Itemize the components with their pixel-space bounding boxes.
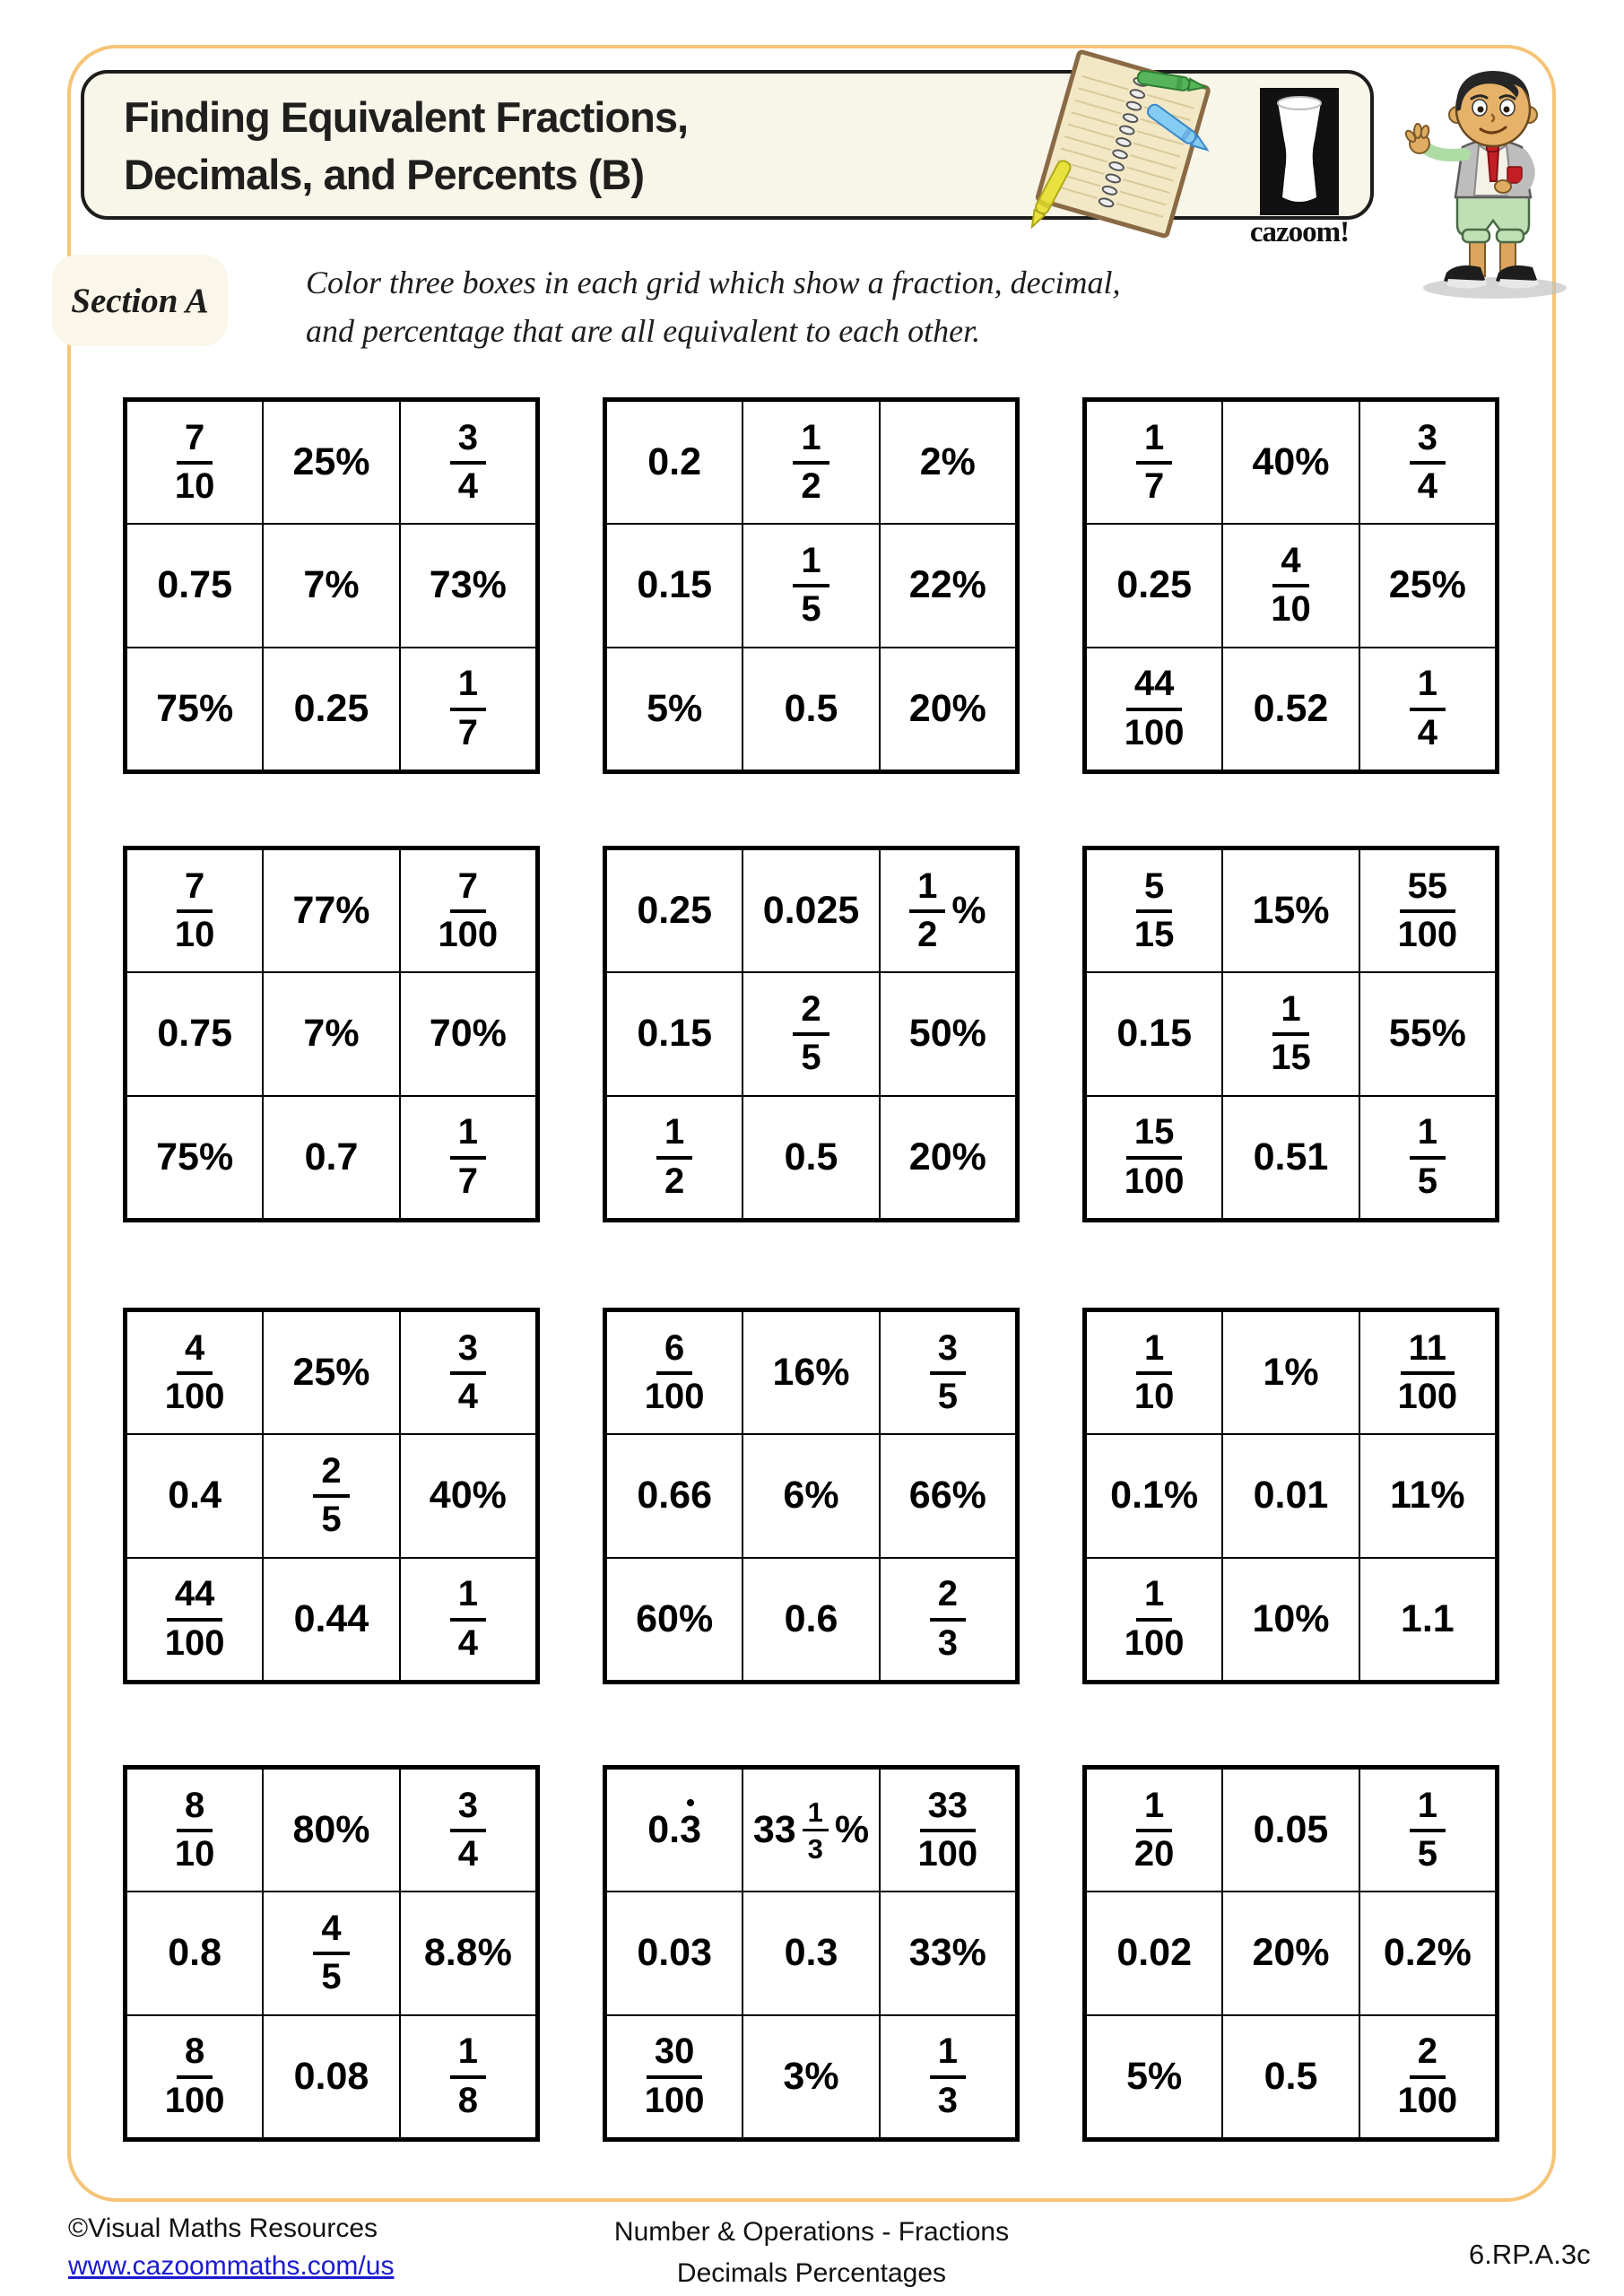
grid-cell[interactable]: 5% [606, 648, 743, 770]
grid-cell[interactable] [400, 401, 536, 524]
grid-cell[interactable]: 3% [743, 2015, 879, 2138]
grid-cell[interactable] [1222, 972, 1359, 1095]
equivalence-grid-2 [603, 397, 1020, 774]
grid-cell[interactable] [126, 401, 263, 524]
grid-cell[interactable]: 1.1 [1359, 1558, 1496, 1681]
website-link[interactable]: www.cazoommaths.com/us [68, 2251, 395, 2281]
grid-cell[interactable] [606, 2015, 743, 2138]
grid-cell[interactable] [1086, 1311, 1222, 1434]
fraction-value: $\frac{1}{3}$ [930, 2033, 966, 2119]
fraction-value: $\frac{4}{5}$ [313, 1910, 349, 1996]
grid-cell[interactable]: 77% [263, 849, 399, 972]
grid-cell[interactable]: 0.1% [1086, 1434, 1222, 1557]
grid-cell[interactable] [606, 1096, 743, 1219]
fraction-value: $\frac{3}{4}$ [450, 420, 486, 506]
grid-cell[interactable]: 0.03 [606, 1892, 743, 2014]
grid-cell[interactable]: 6% [743, 1434, 879, 1557]
grid-cell[interactable] [126, 849, 263, 972]
fraction-value: $\frac{1}{2}$ [793, 420, 829, 506]
grid-cell[interactable] [743, 401, 879, 524]
grid-cell[interactable]: 10% [1222, 1558, 1359, 1681]
grid-cell[interactable]: 40% [1222, 401, 1359, 524]
grid-cell[interactable]: 2% [880, 401, 1016, 524]
grid-cell[interactable]: 0.2 [606, 401, 743, 524]
fraction-value: $\frac{3}{4}$ [450, 1330, 486, 1416]
grid-cell[interactable]: 50% [880, 972, 1016, 1095]
grid-cell[interactable] [1359, 1096, 1496, 1219]
grid-cell[interactable]: 25% [263, 401, 399, 524]
grid-cell[interactable] [1086, 1096, 1222, 1219]
grid-cell[interactable]: 25% [263, 1311, 399, 1434]
grid-cell[interactable]: 0.2% [1359, 1892, 1496, 2014]
grid-cell[interactable]: 0.25 [263, 648, 399, 770]
equivalence-grid-8 [603, 1308, 1020, 1684]
fraction-value: $\frac{1}{100}$ [1124, 1574, 1185, 1663]
grid-cell[interactable]: 7% [263, 972, 399, 1095]
equivalence-grid-1 [123, 397, 540, 774]
fraction-value: $\frac{1}{5}$ [1410, 1787, 1446, 1874]
fraction-value: $\frac{2}{3}$ [930, 1576, 966, 1662]
grid-cell[interactable]: 0.44 [263, 1558, 399, 1681]
fraction-value: $\frac{7}{10}$ [174, 417, 215, 507]
grid-cell[interactable]: 7% [263, 524, 399, 647]
equivalence-grid-5 [603, 846, 1020, 1222]
equivalence-grid-10 [123, 1765, 540, 2142]
grid-cell[interactable] [1359, 401, 1496, 524]
grid-cell[interactable]: 5% [1086, 2015, 1222, 2138]
grid-cell[interactable] [400, 1558, 536, 1681]
fraction-value: $\frac{44}{100}$ [164, 1574, 225, 1663]
grid-cell[interactable] [126, 1558, 263, 1681]
grid-cell[interactable] [880, 2015, 1016, 2138]
grid-cell[interactable]: 0.75 [126, 972, 263, 1095]
fraction-value: $\frac{11}{100}$ [1397, 1327, 1458, 1417]
fraction-value: $\frac{2}{100}$ [1397, 2031, 1458, 2120]
cazoom-logo [1232, 88, 1367, 249]
grid-cell[interactable]: 70% [400, 972, 536, 1095]
fraction-value: $\frac{1}{4}$ [450, 1576, 486, 1662]
grid-cell[interactable] [743, 524, 879, 647]
grid-cell[interactable] [1086, 1769, 1222, 1892]
grid-cell[interactable]: 0.08 [263, 2015, 399, 2138]
grid-cell[interactable] [1086, 1558, 1222, 1681]
section-a-label: Section A [52, 255, 228, 346]
fraction-value: $\frac{6}{100}$ [644, 1327, 705, 1417]
grid-cell[interactable]: 0.5 [1222, 2015, 1359, 2138]
grid-cell[interactable]: 0.66 [606, 1434, 743, 1557]
grid-cell[interactable]: 0.7 [263, 1096, 399, 1219]
equivalence-grid-12 [1082, 1765, 1499, 2142]
fraction-value: $\frac{1}{7}$ [450, 665, 486, 752]
fraction-value: $\frac{7}{100}$ [438, 865, 499, 955]
grid-cell[interactable] [263, 1434, 399, 1557]
equivalence-grid-3 [1082, 397, 1499, 774]
grid-cell[interactable]: 22% [880, 524, 1016, 647]
grid-cell[interactable]: 73% [400, 524, 536, 647]
grid-cell[interactable]: 0.4 [126, 1434, 263, 1557]
grid-cell[interactable] [400, 1096, 536, 1219]
grid-cell[interactable] [1359, 1769, 1496, 1892]
grid-cell[interactable] [1359, 648, 1496, 770]
topic-line1: Number & Operations - Fractions [613, 2217, 1010, 2247]
grid-cell[interactable] [400, 648, 536, 770]
fraction-value: $\frac{8}{10}$ [174, 1785, 215, 1874]
grid-cell[interactable]: 15% [1222, 849, 1359, 972]
grid-cell[interactable] [1086, 648, 1222, 770]
grid-cell[interactable]: 8.8% [400, 1892, 536, 2014]
page-title-line1: Finding Equivalent Fractions, [124, 93, 689, 141]
fraction-value: $\frac{1}{7}$ [1136, 420, 1172, 506]
grid-cell[interactable]: 80% [263, 1769, 399, 1892]
grid-cell[interactable] [400, 1311, 536, 1434]
equivalence-grid-11 [603, 1765, 1020, 2142]
fraction-value: $\frac{1}{7}$ [450, 1114, 486, 1200]
fraction-value: $\frac{2}{5}$ [793, 991, 829, 1077]
grid-cell[interactable]: 0.15 [606, 972, 743, 1095]
fraction-value: $\frac{1}{2}$ [909, 868, 945, 954]
grid-cell[interactable]: 0.8 [126, 1892, 263, 2014]
grid-cell[interactable]: 55% [1359, 972, 1496, 1095]
topic-line2: Decimals Percentages [676, 2258, 947, 2288]
fraction-value: $\frac{4}{10}$ [1271, 540, 1311, 630]
grid-cell[interactable] [263, 1892, 399, 2014]
grid-cell[interactable]: 1% [1222, 1311, 1359, 1434]
grid-cell[interactable]: 33 $\frac{1}{3}$ % [743, 1769, 879, 1892]
grid-cell[interactable]: 0.75 [126, 524, 263, 647]
grid-cell[interactable] [126, 2015, 263, 2138]
notebook-crayons-illustration [1012, 47, 1230, 249]
grid-cell[interactable]: 0.15 [1086, 972, 1222, 1095]
grid-cell[interactable] [1359, 1311, 1496, 1434]
grid-cell[interactable]: 0.05 [1222, 1769, 1359, 1892]
equivalence-grid-4 [123, 846, 540, 1222]
fraction-value: $\frac{3}{4}$ [1410, 420, 1446, 506]
grid-cell[interactable] [1222, 524, 1359, 647]
grid-cell[interactable]: $\frac{1}{2}$ % [880, 849, 1016, 972]
grid-cell[interactable]: 0.6 [743, 1558, 879, 1681]
grid-cell[interactable]: 75% [126, 648, 263, 770]
grid-cell[interactable] [606, 1311, 743, 1434]
grid-cell[interactable]: 0.01 [1222, 1434, 1359, 1557]
fraction-value: $\frac{33}{100}$ [917, 1785, 978, 1874]
grid-cell[interactable]: 0.25 [1086, 524, 1222, 647]
grid-cell[interactable]: 20% [1222, 1892, 1359, 2014]
grid-cell[interactable]: 16% [743, 1311, 879, 1434]
fraction-value: $\frac{7}{10}$ [174, 865, 215, 955]
grid-cell[interactable] [126, 1769, 263, 1892]
fraction-value: $\frac{5}{15}$ [1133, 865, 1175, 955]
equivalence-grid-7 [123, 1308, 540, 1684]
grid-cell[interactable] [880, 1311, 1016, 1434]
topic-text [614, 2212, 1009, 2294]
grid-cell[interactable]: 40% [400, 1434, 536, 1557]
grid-cell[interactable]: 11% [1359, 1434, 1496, 1557]
section-a-instruction [306, 258, 1337, 355]
grid-cell[interactable]: 0.5 [743, 1096, 879, 1219]
grid-cell[interactable]: 0.02 [1086, 1892, 1222, 2014]
fraction-value: $\frac{55}{100}$ [1397, 865, 1458, 955]
fraction-value: $\frac{44}{100}$ [1124, 664, 1185, 752]
grid-cell[interactable] [880, 1558, 1016, 1681]
grid-cell[interactable]: 20% [880, 648, 1016, 770]
standard-code: 6.RP.A.3c [1469, 2239, 1591, 2270]
instruction-line2: and percentage that are all equivalent to each other. [306, 313, 981, 349]
grid-cell[interactable] [400, 1769, 536, 1892]
fraction-value: $\frac{3}{4}$ [450, 1787, 486, 1874]
fraction-value: $\frac{1}{4}$ [1410, 665, 1446, 752]
grid-cell[interactable] [880, 1769, 1016, 1892]
grid-cell[interactable]: 0.51 [1222, 1096, 1359, 1219]
equivalence-grid-6 [1082, 846, 1499, 1222]
fraction-value: $\frac{2}{5}$ [313, 1453, 349, 1539]
grid-cell[interactable] [400, 2015, 536, 2138]
grid-cell[interactable]: 0.3 [743, 1892, 879, 2014]
grid-cell[interactable]: 33% [880, 1892, 1016, 2014]
fraction-value: $\frac{1}{15}$ [1271, 988, 1311, 1078]
grid-cell[interactable]: 25% [1359, 524, 1496, 647]
fraction-value: $\frac{30}{100}$ [644, 2031, 705, 2120]
page-title-line2: Decimals, and Percents (B) [124, 151, 644, 198]
grid-cell[interactable] [1359, 2015, 1496, 2138]
grid-cell[interactable]: 0.25 [606, 849, 743, 972]
copyright-text: ©Visual Maths Resources [68, 2213, 378, 2243]
fraction-value: $\frac{8}{100}$ [164, 2031, 225, 2120]
instruction-line1: Color three boxes in each grid which show a fraction, decimal, [306, 265, 1121, 300]
grid-cell[interactable]: 0.52 [1222, 648, 1359, 770]
fraction-value: $\frac{1}{5}$ [793, 543, 829, 629]
fraction-value: $\frac{1}{10}$ [1133, 1327, 1175, 1417]
fraction-value: $\frac{1}{2}$ [656, 1114, 692, 1200]
grid-cell[interactable]: 0.025 [743, 849, 879, 972]
grid-cell[interactable] [1359, 849, 1496, 972]
grid-cell[interactable]: 0.5 [743, 648, 879, 770]
grid-cell[interactable]: 0.3 [606, 1769, 743, 1892]
fraction-value: $\frac{1}{8}$ [450, 2033, 486, 2119]
grid-cell[interactable] [400, 849, 536, 972]
grid-cell[interactable]: 75% [126, 1096, 263, 1219]
grid-cell[interactable] [743, 972, 879, 1095]
fraction-value: $\frac{4}{100}$ [164, 1327, 225, 1417]
grid-cell[interactable] [1086, 849, 1222, 972]
grid-cell[interactable]: 66% [880, 1434, 1016, 1557]
grid-cell[interactable]: 0.15 [606, 524, 743, 647]
grid-cell[interactable] [126, 1311, 263, 1434]
grid-cell[interactable]: 20% [880, 1096, 1016, 1219]
fraction-value: $\frac{3}{5}$ [930, 1330, 966, 1416]
fraction-value: $\frac{15}{100}$ [1124, 1112, 1185, 1201]
boy-character-illustration [1385, 61, 1587, 305]
fraction-value: $\frac{1}{5}$ [1410, 1114, 1446, 1200]
grid-cell[interactable]: 60% [606, 1558, 743, 1681]
cazoom-logo-text: cazoom! [1249, 216, 1350, 248]
fraction-value: $\frac{1}{3}$ [803, 1798, 829, 1863]
fraction-value: $\frac{1}{20}$ [1133, 1785, 1175, 1874]
grid-cell[interactable] [1086, 401, 1222, 524]
cazoom-drum-icon [1260, 88, 1339, 215]
equivalence-grid-9 [1082, 1308, 1499, 1684]
